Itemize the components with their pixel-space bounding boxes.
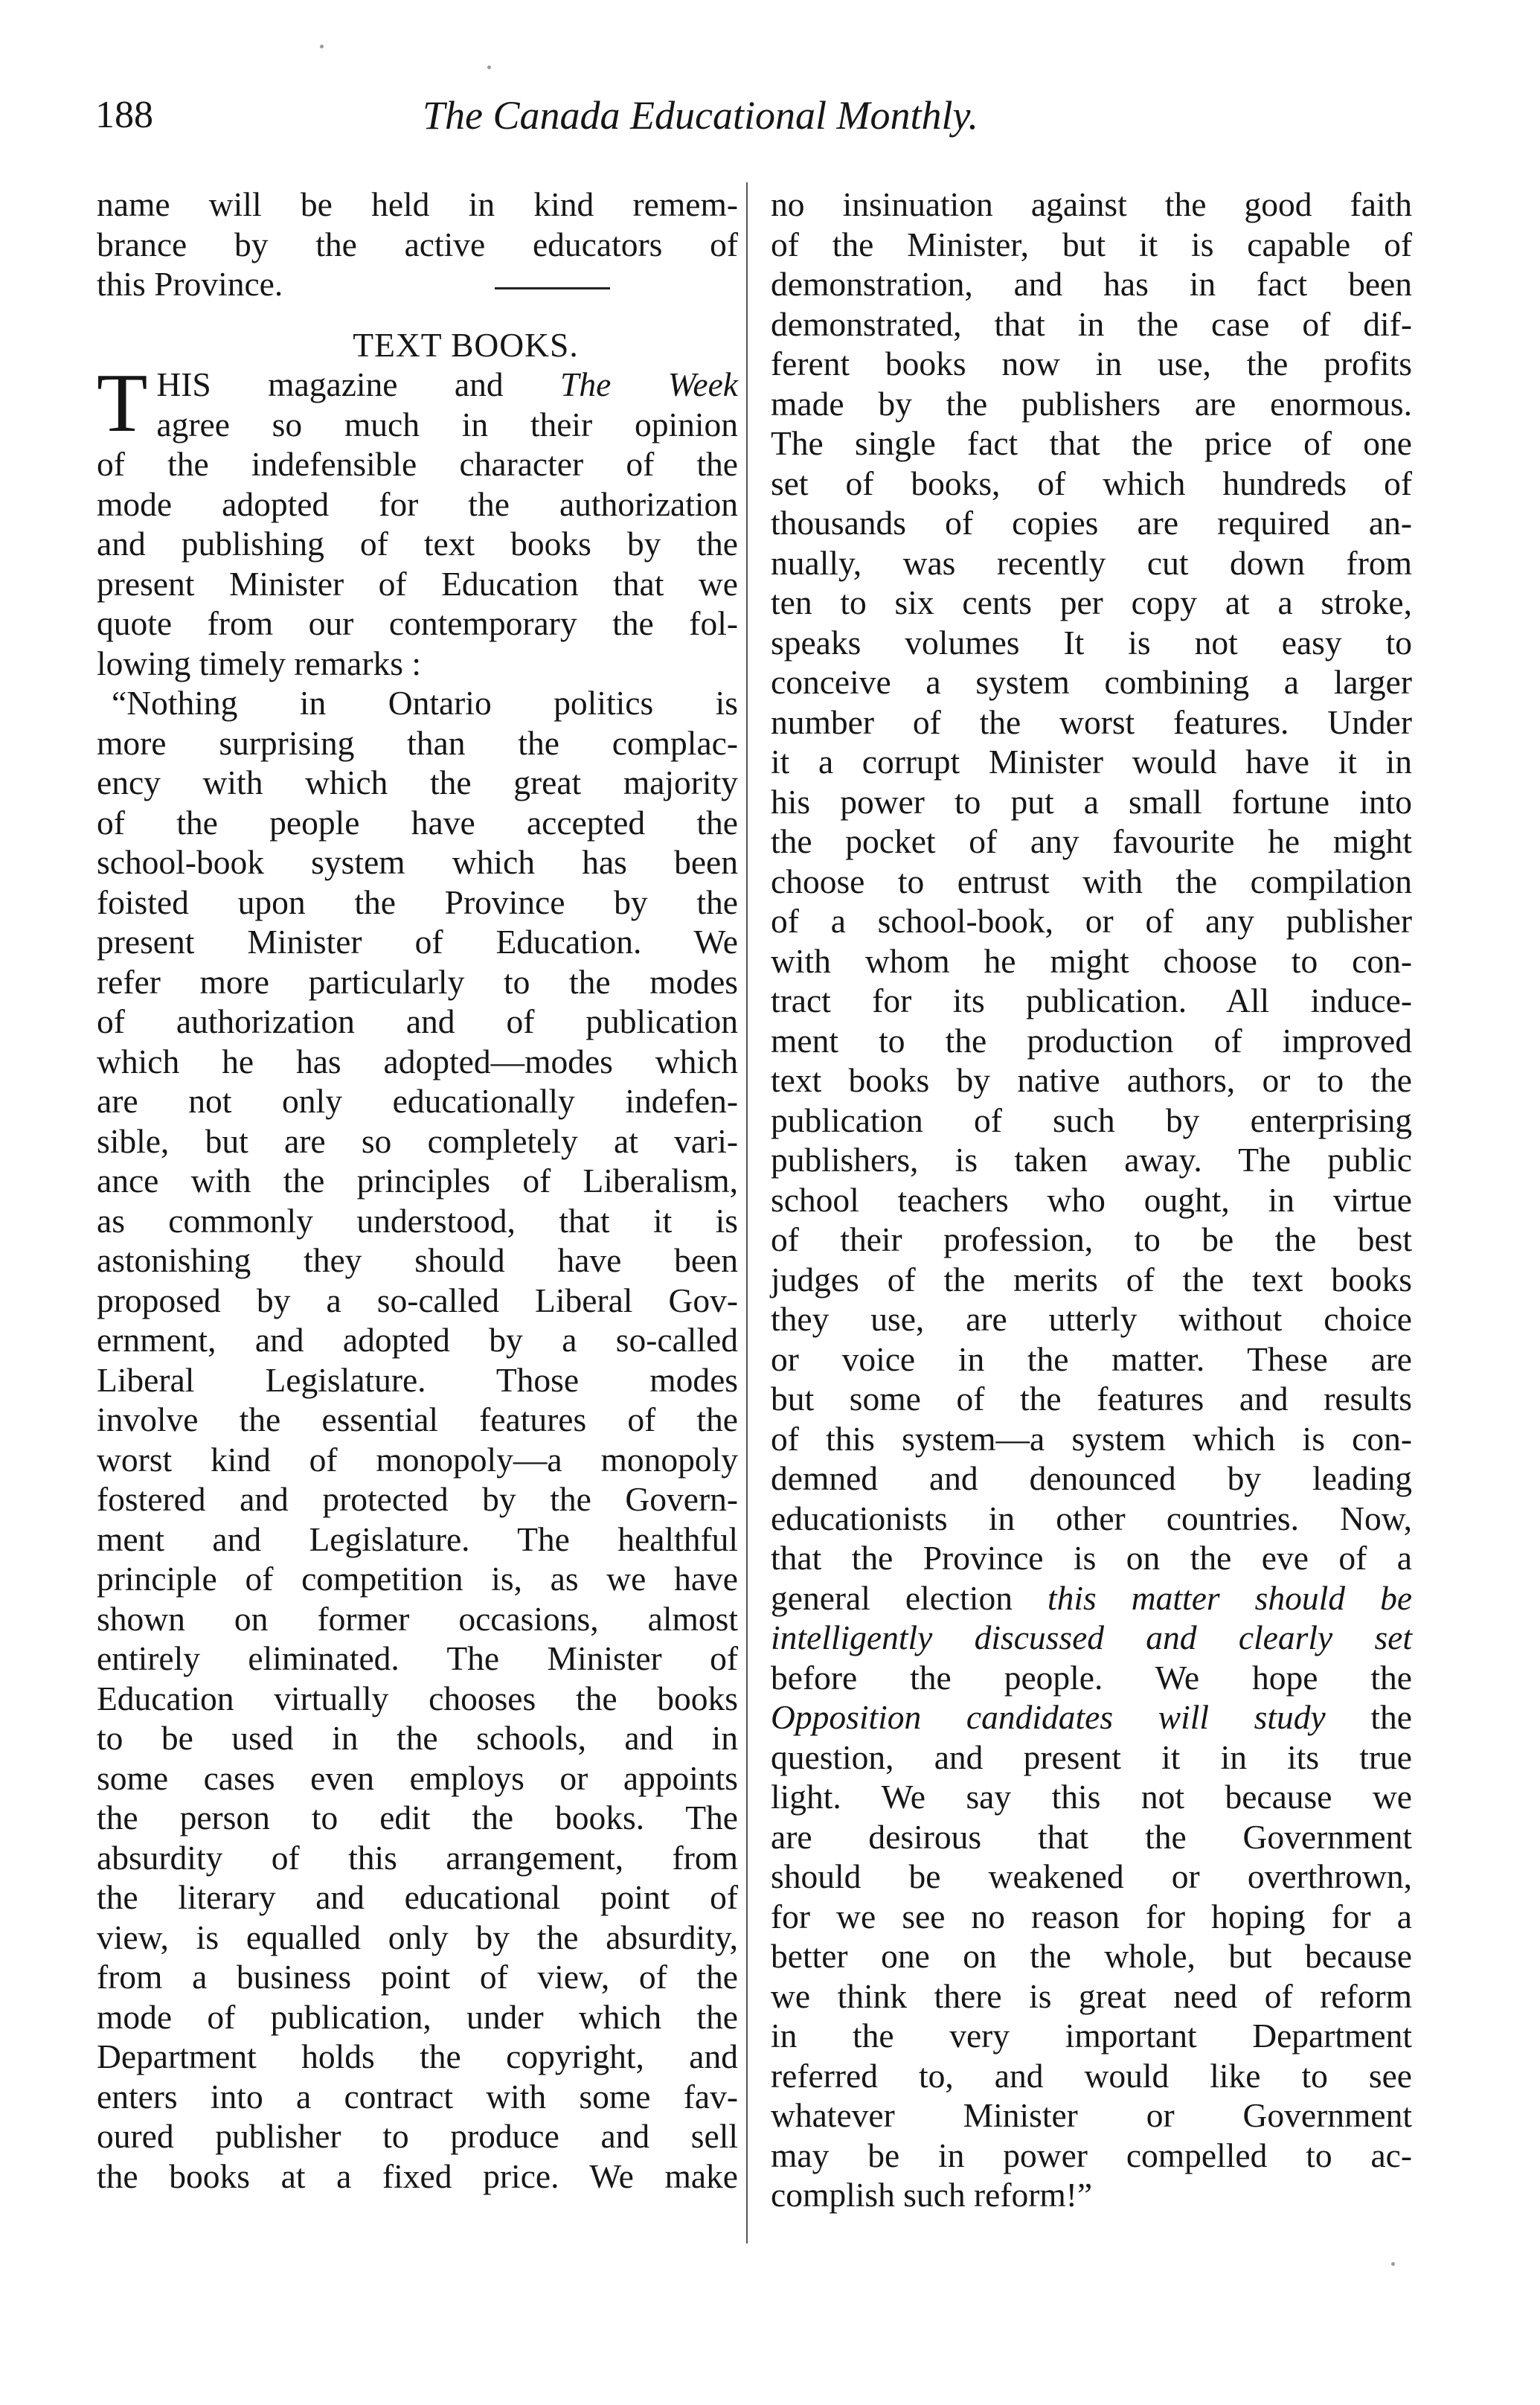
text-line: school teachers who ought, in virtue [771, 1180, 1412, 1219]
text-line: this Province. [97, 265, 283, 303]
text-line: the literary and educational point of [97, 1878, 738, 1916]
text-line: agree so much in their opinion [156, 405, 738, 443]
text-line: conceive a system combining a larger [771, 663, 1412, 701]
text-line: involve the essential features of the [97, 1400, 738, 1438]
text-line: of the indefensible character of the [97, 445, 738, 483]
text-line: his power to put a small fortune into [771, 782, 1412, 821]
text-line: proposed by a so-called Liberal Gov- [97, 1281, 738, 1319]
text-line: astonishing they should have been [97, 1241, 738, 1279]
text-line: for we see no reason for hoping for a [771, 1897, 1412, 1935]
text-line: ten to six cents per copy at a stroke, [771, 583, 1412, 621]
text-line: fostered and protected by the Govern- [97, 1480, 738, 1518]
section-heading: TEXT BOOKS. [353, 325, 579, 364]
text-line: refer more particularly to the modes [97, 962, 738, 1001]
text-line: tract for its publication. All induce- [771, 981, 1412, 1019]
text-line: judges of the merits of the text books [771, 1260, 1412, 1298]
text-line: school-book system which has been [97, 843, 738, 881]
text-line: are not only educationally indefen- [97, 1082, 738, 1120]
text-line: view, is equalled only by the absurdity, [97, 1918, 738, 1956]
right-column [771, 185, 1412, 2215]
text-line: quote from our contemporary the fol- [97, 604, 738, 642]
scan-speck [320, 45, 324, 48]
text-line: enters into a contract with some fav- [97, 2077, 738, 2116]
text-line: as commonly understood, that it is [97, 1201, 738, 1240]
text-line: nually, was recently cut down from [771, 543, 1412, 582]
text-line: whatever Minister or Government [771, 2096, 1412, 2134]
text-line: made by the publishers are enormous. [771, 384, 1412, 423]
page-number: 188 [95, 94, 153, 136]
running-title: The Canada Educational Monthly. [423, 93, 978, 138]
text-line: some cases even employs or appoints [97, 1758, 738, 1797]
text-line: better one on the whole, but because [771, 1937, 1412, 1975]
text-line: entirely eliminated. The Minister of [97, 1639, 738, 1677]
text-line: which he has adopted—modes which [97, 1042, 738, 1080]
text-line: worst kind of monopoly—a monopoly [97, 1440, 738, 1479]
text-line: demned and denounced by leading [771, 1459, 1412, 1497]
text-line: it a corrupt Minister would have it in [771, 743, 1412, 781]
text-line: lowing timely remarks : [97, 644, 421, 682]
text-line: no insinuation against the good faith [771, 185, 1412, 223]
text-line: Liberal Legislature. Those modes [97, 1360, 738, 1399]
text-line: that the Province is on the eve of a [771, 1539, 1412, 1577]
text-line: shown on former occasions, almost [97, 1599, 738, 1638]
text-line: present Minister of Education that we [97, 564, 738, 603]
text-line: of the Minister, but it is capable of [771, 225, 1412, 263]
text-line: choose to entrust with the compilation [771, 862, 1412, 900]
text-line: of authorization and of publication [97, 1002, 738, 1040]
publication-title: The Week [560, 365, 738, 403]
text-line: of the people have accepted the [97, 803, 738, 842]
text-line: of this system—a system which is con- [771, 1419, 1412, 1458]
column-divider [746, 182, 748, 2244]
text-line: thousands of copies are required an- [771, 504, 1412, 542]
text-line: publication of such by enterprising [771, 1101, 1412, 1139]
text-line: HIS magazine and The Week [156, 365, 738, 403]
text-line: before the people. We hope the [771, 1658, 1412, 1697]
italic-text: this matter should be [1047, 1578, 1413, 1617]
text-line: to be used in the schools, and in [97, 1719, 738, 1757]
text-line: are desirous that the Government [771, 1817, 1412, 1856]
text-line: in the very important Department [771, 2017, 1412, 2055]
text-line: of a school-book, or of any publisher [771, 902, 1412, 940]
text-line: ferent books now in use, the profits [771, 345, 1412, 382]
text-line: from a business point of view, of the [97, 1958, 738, 1996]
text-line: foisted upon the Province by the [97, 883, 738, 921]
text-line: number of the worst features. Under [771, 702, 1412, 741]
text-line [771, 1618, 1412, 1658]
text-line: Education virtually chooses the books [97, 1679, 738, 1717]
text-line: question, and present it in its true [771, 1738, 1412, 1776]
drop-cap-paragraph [97, 357, 738, 449]
text-line: the books at a fixed price. We make [97, 2156, 738, 2195]
italic-text: intelligently discussed and clearly set [771, 1618, 1412, 1656]
text-line: name will be held in kind remem- [97, 185, 738, 223]
text-line: publishers, is taken away. The public [771, 1141, 1412, 1179]
page-header [95, 89, 1062, 141]
text-line: speaks volumes It is not easy to [771, 623, 1412, 662]
text-line: the pocket of any favourite he might [771, 822, 1412, 860]
text-line: mode adopted for the authorization [97, 484, 738, 523]
text-line: light. We say this not because we [771, 1778, 1412, 1816]
text-line: educationists in other countries. Now, [771, 1499, 1412, 1537]
text-line: referred to, and would like to see [771, 2056, 1412, 2095]
text-line: ment to the production of improved [771, 1021, 1412, 1060]
text-line: Opposition candidates will study the [771, 1698, 1413, 1736]
text-line: demonstrated, that in the case of dif- [771, 304, 1412, 343]
scan-speck [1391, 2262, 1395, 2266]
text-line: principle of competition is, as we have [97, 1560, 738, 1598]
text-line: brance by the active educators of [97, 225, 738, 263]
right-body-text [771, 185, 1412, 2215]
text-line: we think there is great need of reform [771, 1976, 1412, 2015]
drop-cap: T [97, 357, 148, 449]
italic-text: Opposition candidates will study [771, 1698, 1326, 1736]
text-line: absurdity of this arrangement, from [97, 1838, 738, 1877]
text-line: general election this matter should be [771, 1578, 1413, 1617]
intro-block [97, 185, 738, 304]
text-line: oured publisher to produce and sell [97, 2117, 738, 2155]
text-line: ance with the principles of Liberalism, [97, 1162, 738, 1200]
text-line: complish such reform!” [771, 2176, 1093, 2214]
text-line: with whom he might choose to con- [771, 941, 1412, 980]
text-line: sible, but are so completely at vari- [97, 1121, 738, 1160]
text-line: text books by native authors, or to the [771, 1061, 1412, 1099]
text-line: and publishing of text books by the [97, 525, 738, 563]
scan-speck [487, 65, 491, 69]
text-line: ency with which the great majority [97, 763, 738, 801]
text-line: Department holds the copyright, and [97, 2037, 738, 2075]
text-line: demonstration, and has in fact been [771, 265, 1412, 303]
text-line: present Minister of Education. We [97, 923, 738, 961]
text-line: more surprising than the complac- [97, 723, 738, 762]
text-line: they use, are utterly without choice [771, 1300, 1412, 1338]
left-body-text [97, 444, 738, 2196]
text-line: or voice in the matter. These are [771, 1339, 1412, 1378]
text-line: of their profession, to be the best [771, 1220, 1412, 1258]
text-line: “Nothing in Ontario politics is [112, 684, 738, 722]
spacer [97, 304, 738, 325]
text-line: set of books, of which hundreds of [771, 464, 1412, 502]
text-line: the person to edit the books. The [97, 1799, 738, 1836]
section-rule [495, 287, 610, 289]
text-line: may be in power compelled to ac- [771, 2136, 1412, 2174]
text-line: ernment, and adopted by a so-called [97, 1321, 738, 1359]
left-column [97, 185, 738, 2196]
text-line: mode of publication, under which the [97, 1997, 738, 2036]
text-line: but some of the features and results [771, 1380, 1412, 1418]
text-line: The single fact that the price of one [771, 424, 1412, 462]
text-line: should be weakened or overthrown, [771, 1857, 1412, 1895]
text-line: ment and Legislature. The healthful [97, 1519, 738, 1558]
